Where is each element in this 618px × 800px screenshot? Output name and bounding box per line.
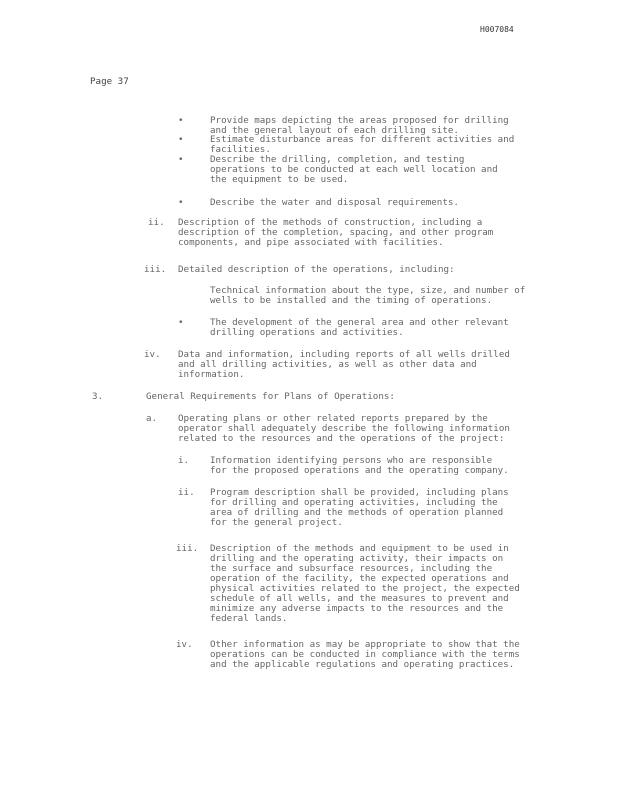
list-item [210,198,510,208]
list-marker: a. [146,413,158,424]
list-marker: i. [178,455,190,466]
list-item [210,456,510,476]
list-item [210,116,530,136]
list-item-text: Provide maps depicting the areas proposed for drilling and the general layout of each drilling site. [210,115,509,136]
list-marker: ii. [178,487,195,498]
section-heading [146,392,446,402]
document-id: H007084 [480,25,514,34]
list-item [178,218,508,248]
list-item [210,155,510,185]
bullet-marker: • [178,154,184,165]
bullet-marker: • [178,197,184,208]
list-item-text: Detailed description of the operations, including: [178,264,455,275]
list-item-text: The development of the general area and other relevant drilling operations and activities. [210,317,509,338]
list-marker: ii. [148,217,165,228]
list-item-text: Operating plans or other related reports prepared by the operator shall adequately describe the following information related to the resources and the operations of the project: [178,413,510,444]
list-item-text: Information identifying persons who are responsible for the proposed operations and the operating company. [210,455,509,476]
list-item [210,318,530,338]
bullet-marker: • [178,134,184,145]
list-item-text: Data and information, including reports of all wells drilled and all drilling activities, as well as other data and information. [178,349,510,380]
list-item-text: Description of the methods and equipment to be used in drilling and the operating activity, their impacts on the surface and subsurface resources, including the operation of the facility, the expected operations and physical activities related to the project, the expected schedule of all wells, and the measures to prevent and minimize any adverse impacts to the resources and the federal lands. [210,543,520,624]
list-marker: iv. [144,349,161,360]
list-item-text: Describe the drilling, completion, and testing operations to be conducted at each well location and the equipment to be used. [210,154,498,185]
list-item [178,265,508,275]
page-number: Page 37 [90,76,129,87]
list-item [178,350,528,380]
list-item [210,488,520,528]
list-item [210,640,525,670]
section-heading-text: General Requirements for Plans of Operations: [146,391,395,402]
section-number: 3. [92,391,104,402]
list-item [210,544,525,624]
list-item [210,286,540,306]
bullet-marker: • [178,115,184,126]
list-marker: iv. [176,639,193,650]
bullet-marker: • [178,317,184,328]
list-item-text: Estimate disturbance areas for different activities and facilities. [210,134,515,155]
list-marker: iii. [176,543,199,554]
list-item-text: Other information as may be appropriate to show that the operations can be conducted in compliance with the terms and the applicable regulations and operating practices. [210,639,520,670]
list-item [210,135,530,155]
list-item-text: Program description shall be provided, including plans for drilling and operating activities, including the area of drilling and the methods of operation planned for the general project. [210,487,509,528]
list-item-text: Technical information about the type, size, and number of wells to be installed and the timing of operations. [210,285,526,306]
list-item-text: Describe the water and disposal requirements. [210,197,459,208]
list-marker: iii. [144,264,167,275]
list-item [178,414,528,444]
list-item-text: Description of the methods of construction, including a description of the completion, spacing, and other program components, and pipe associated with facilities. [178,217,494,248]
